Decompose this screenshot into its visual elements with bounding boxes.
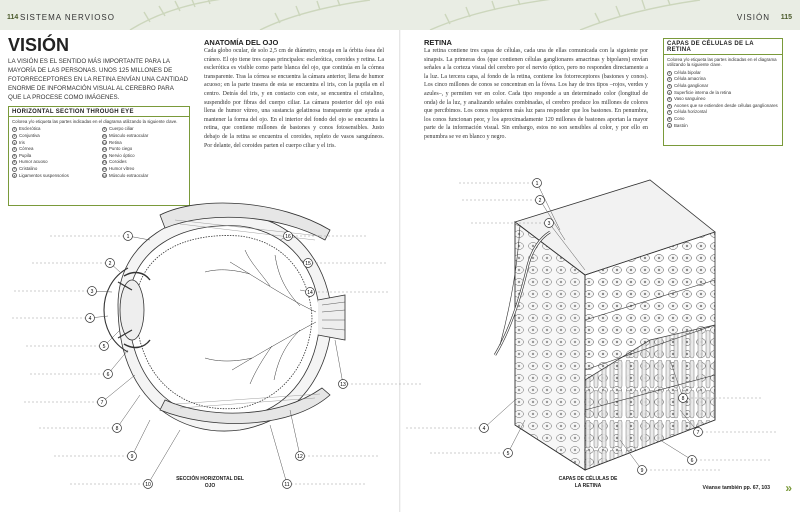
eye-key-label: Cuerpo ciliar [109, 126, 134, 132]
eye-callout-number: 3 [90, 288, 94, 295]
anatomy-heading: ANATOMÍA DEL OJO [204, 38, 279, 47]
eye-callout-number: 12 [297, 453, 303, 460]
number-circle-icon: 11 [102, 140, 107, 145]
retina-caption: CAPAS DE CÉLULAS DE LA RETINA [558, 476, 618, 489]
number-circle-icon: 10 [102, 134, 107, 138]
number-circle-icon: 2 [13, 134, 16, 138]
eye-key-label: Punto ciego [109, 146, 133, 152]
retina-key-label: Axones que se extienden desde células ganglionares [674, 102, 778, 108]
number-circle-icon: 8 [13, 173, 16, 178]
number-circle-icon: 6 [668, 103, 671, 108]
eye-callout-number: 1 [126, 233, 130, 240]
retina-diagram [400, 0, 800, 512]
eye-callout-number: 13 [340, 381, 346, 388]
retina-callout-number: 7 [696, 429, 700, 436]
number-circle-icon: 16 [102, 173, 107, 178]
eye-leader-line [102, 375, 135, 402]
eye-key-label: Esclerótica [19, 126, 41, 132]
eye-leader-line [117, 395, 140, 428]
retina-leader-line [484, 400, 515, 428]
number-circle-icon: 1 [13, 127, 16, 132]
eye-key-label: Ligamentos suspensorios [19, 172, 69, 178]
eye-key-subtitle: Colorea y/o etiqueta las partes indicadas en el diagrama utilizando la siguiente clave. [12, 119, 178, 124]
eye-callout-number: 14 [307, 289, 313, 296]
next-arrow-icon: » [785, 481, 792, 495]
eye-callout-number: 9 [130, 453, 134, 460]
eye-key-label: Músculo extraocular [109, 172, 149, 178]
number-circle-icon: 7 [668, 110, 671, 115]
retina-callout-number: 6 [690, 457, 694, 464]
eye-leader-line [335, 340, 343, 384]
number-circle-icon: 9 [668, 123, 671, 128]
eye-leader-line [270, 425, 287, 484]
eye-key-label: Conjuntiva [19, 133, 40, 138]
eye-callout-number: 6 [106, 371, 110, 378]
retina-key-label: Bastón [674, 122, 688, 128]
eye-leader-line [290, 410, 300, 456]
eye-leader-line [132, 420, 150, 456]
retina-key-label: Vaso sanguíneo [674, 96, 706, 102]
page-title: VISIÓN [8, 35, 70, 55]
retina-key-label: Célula bipolar [674, 69, 701, 75]
number-circle-icon: 3 [668, 84, 671, 88]
number-circle-icon: 3 [13, 140, 16, 145]
page-number-right: 115 [780, 14, 792, 21]
eye-key-label: Nervio óptico [109, 152, 135, 158]
eye-callout-number: 16 [285, 233, 291, 240]
retina-text: La retina contiene tres capas de células, cada una de ellas comunicada con la siguiente por sinapsis. La primeras dos (que contienen células ganglionares amacrinas y bipolares) envían señales a la corteza visual del cerebro por el nervio óptico, pero no responden directamente a la luz. La tercera capa, al fondo de la retina, contiene los fotorreceptores (bastones y conos). Los cinco millones de conos se concentran en la fóvea. Los hay de tres tipos –rojos, verdes y azules–, y permiten ver en color. Cada tipo responde a un determinado color (longitud de onda) de la luz, y analizando señales combinadas, el cerebro produce los millones de colores que percibimos. Los conos requieren más luz para responder que los bastones. En penumbra, los conos funcionan peor, y los aproximadamente 120 millones de bastones aportan la mayor parte de la información visual. Sin embargo, estos no son sensibles al color, y por ello en penumbra se ve en blanco y negro. [424, 48, 648, 140]
eye-callout-number: 10 [145, 481, 151, 488]
retina-key-title: CAPAS DE CÉLULAS DE LA RETINA [664, 39, 782, 55]
number-circle-icon: 14 [102, 160, 107, 165]
eye-key-label: Músculo extraocular [109, 133, 149, 138]
eye-key-label: Coroides [109, 159, 127, 165]
eye-callout-number: 5 [102, 343, 106, 350]
retina-callout-number: 1 [535, 180, 539, 187]
eye-key-label: Humor acuoso [19, 159, 48, 165]
retina-leader-line [660, 440, 692, 460]
eye-key-label: Pupila [19, 152, 32, 158]
eye-callout-number: 8 [115, 425, 119, 432]
intro-text: LA VISIÓN ES EL SENTIDO MÁS IMPORTANTE PARA LA MAYORÍA DE LAS PERSONAS. UNOS 125 MILLONES DE FOTORRECEPTORES EN LA RETINA ENVÍAN UNA CANTIDAD ENORME DE INFORMACIÓN VISUAL AL CEREBRO PARA QUE LA PROCESE COMO IMÁGENES. [8, 58, 188, 101]
number-circle-icon: 13 [102, 153, 107, 158]
eye-caption: SECCIÓN HORIZONTAL DEL OJO [176, 476, 244, 489]
eye-key-label: Cristalino [19, 165, 38, 171]
number-circle-icon: 6 [13, 160, 16, 165]
retina-callout-number: 2 [538, 197, 542, 204]
eye-callout-number: 4 [88, 315, 92, 322]
eye-callout-number: 15 [305, 260, 311, 267]
eye-key-label: Iris [19, 139, 25, 145]
eye-key-label: Córnea [19, 146, 34, 152]
number-circle-icon: 15 [102, 166, 107, 171]
eye-callout-number: 7 [100, 399, 104, 406]
retina-callout-number: 9 [640, 467, 644, 474]
retina-key-label: Superficie interna de la retina [674, 89, 732, 95]
number-circle-icon: 7 [13, 166, 16, 171]
eye-callout-number: 2 [108, 260, 112, 267]
eye-key-title: HORIZONTAL SECTION THROUGH EYE [9, 107, 189, 117]
number-circle-icon: 9 [103, 127, 106, 132]
retina-callout-number: 3 [547, 220, 551, 227]
retina-key-subtitle: Colorea y/o etiqueta las partes indicadas en el diagrama utilizando la siguiente clave. [667, 57, 777, 68]
retina-key-label: Célula horizontal [674, 109, 707, 115]
retina-key-label: Cono [674, 115, 685, 121]
retina-callout-number: 8 [681, 395, 685, 402]
page-number-left: 114 [7, 14, 19, 21]
number-circle-icon: 4 [13, 147, 16, 152]
retina-key-label: Célula amacrina [674, 76, 706, 82]
number-circle-icon: 5 [13, 153, 16, 158]
number-circle-icon: 12 [102, 147, 107, 152]
number-circle-icon: 2 [668, 77, 671, 82]
retina-callout-number: 5 [506, 450, 510, 457]
number-circle-icon: 1 [668, 70, 671, 75]
see-also-link[interactable]: Véanse también pp. 67, 103 [702, 485, 770, 491]
retina-key-label: Célula ganglionar [674, 83, 709, 88]
number-circle-icon: 5 [668, 97, 671, 102]
number-circle-icon: 4 [668, 90, 671, 95]
eye-key-label: Humor vítreo [109, 165, 135, 171]
section-title-right: VISIÓN [736, 13, 770, 22]
anatomy-text: Cada globo ocular, de solo 2,5 cm de diámetro, encaja en la órbita ósea del cráneo. El ojo tiene tres capas principales: esclerótica, coroides y retina. La esclerótica es visible como parte blanca del ojo, que continúa en la córnea transparente. Tras la córnea se encuentra la cámara anterior, llena de humor acuoso; en la parte trasera de esta se encuentra el iris, con la pupila en el centro. Detrás del iris, y en contacto con este, se encuentra el cristalino, suspendido por fibras del cuerpo ciliar. La cámara posterior del ojo está llena de humor vítreo, una sustancia gelatinosa transparente que ayuda a mantener la forma del ojo. En el interior del fondo del ojo se encuentra la retina, que contiene millones de bastones y conos fotosensibles. Justo debajo de la retina se encuentra el coroides, repleto de vasos sanguíneos. Por delante, del coroides parten el cuerpo ciliar y el iris. [204, 48, 384, 149]
section-title-left: SISTEMA NERVIOSO [20, 13, 115, 22]
retina-heading: RETINA [424, 38, 452, 47]
number-circle-icon: 8 [668, 116, 671, 121]
retina-callout-number: 4 [482, 425, 486, 432]
eye-callout-number: 11 [284, 481, 290, 488]
eye-key-label: Retina [109, 139, 122, 145]
